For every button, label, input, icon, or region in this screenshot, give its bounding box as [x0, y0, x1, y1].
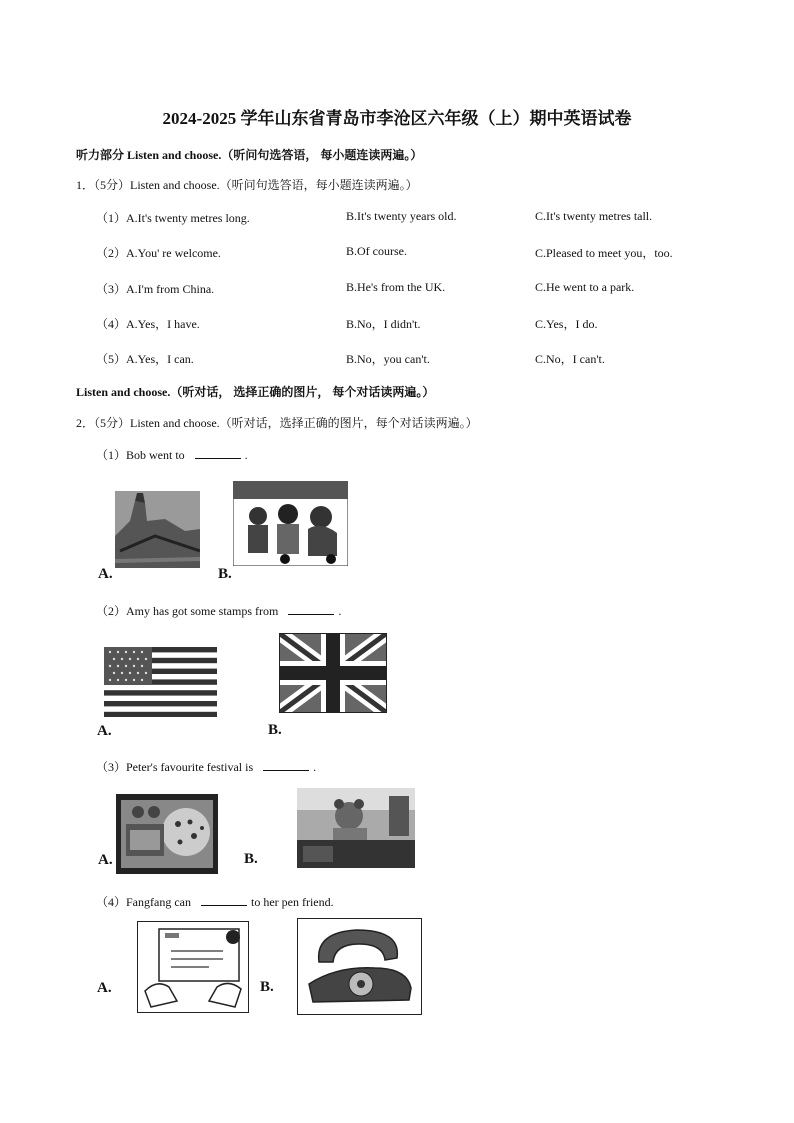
option-b-label: B.: [268, 722, 282, 738]
option-b-label: B.: [218, 566, 232, 582]
option-b: B.No，I didn't.: [346, 317, 421, 331]
question-1-item-1: [96, 209, 736, 225]
option-c: C.No，I can't.: [535, 352, 605, 366]
question-1-item-3: [96, 280, 736, 296]
answer-blank: [201, 895, 247, 906]
option-c: C.Pleased to meet you，too.: [535, 246, 673, 260]
option-a-label: A.: [97, 723, 112, 739]
question-1-item-5: [96, 350, 736, 366]
option-c: C.It's twenty metres tall.: [535, 209, 653, 223]
answer-blank: [195, 448, 241, 459]
listening-section-header: 听力部分 Listen and choose.（听问句选答语， 每小题连读两遍。）: [76, 148, 423, 162]
question-1-header: 1．（5分）Listen and choose.（听问句选答语，每小题连读两遍。）: [76, 178, 418, 192]
answer-blank: [263, 760, 309, 771]
question-1-item-2: [96, 244, 736, 260]
option-a-label: A.: [98, 852, 113, 868]
question-2-item-3: （3）Peter's favourite festival is .: [96, 760, 317, 774]
option-c: C.He went to a park.: [535, 280, 635, 294]
option-a: （3）A.I'm from China.: [96, 282, 215, 296]
option-a: （5）A.Yes，I can.: [96, 352, 194, 366]
option-a: （4）A.Yes，I have.: [96, 317, 200, 331]
festival-crowd-image: [233, 481, 348, 566]
us-flag-image: [104, 647, 217, 717]
festival-scene-image: [116, 794, 218, 874]
question-1-item-4: [96, 315, 736, 331]
option-a: （1）A.It's twenty metres long.: [96, 211, 250, 225]
question-2-item-2: （2）Amy has got some stamps from .: [96, 604, 342, 618]
option-a: （2）A.You' re welcome.: [96, 246, 221, 260]
option-b: B.Of course.: [346, 244, 407, 258]
section-2-header: Listen and choose.（听对话， 选择正确的图片， 每个对话读两遍。）: [76, 385, 435, 399]
question-2-header: 2．（5分）Listen and choose.（听对话，选择正确的图片，每个对话读两遍。）: [76, 416, 478, 430]
option-b: B.No，you can't.: [346, 352, 430, 366]
great-wall-image: [115, 491, 200, 568]
option-b-label: B.: [260, 979, 274, 995]
option-b: B.It's twenty years old.: [346, 209, 457, 223]
option-b: B.He's from the UK.: [346, 280, 446, 294]
question-2-item-4: （4）Fangfang can to her pen friend.: [96, 895, 334, 909]
answer-blank: [288, 604, 334, 615]
question-2-item-1: （1）Bob went to .: [96, 448, 248, 462]
option-c: C.Yes，I do.: [535, 317, 598, 331]
option-a-label: A.: [98, 566, 113, 582]
option-a-label: A.: [97, 980, 112, 996]
letter-image: [137, 921, 249, 1013]
telephone-image: [297, 918, 422, 1015]
uk-flag-image: [279, 633, 387, 713]
option-b-label: B.: [244, 851, 258, 867]
bear-at-desk-image: [297, 788, 415, 868]
page-title: 2024-2025 学年山东省青岛市李沧区六年级（上）期中英语试卷: [162, 109, 632, 128]
